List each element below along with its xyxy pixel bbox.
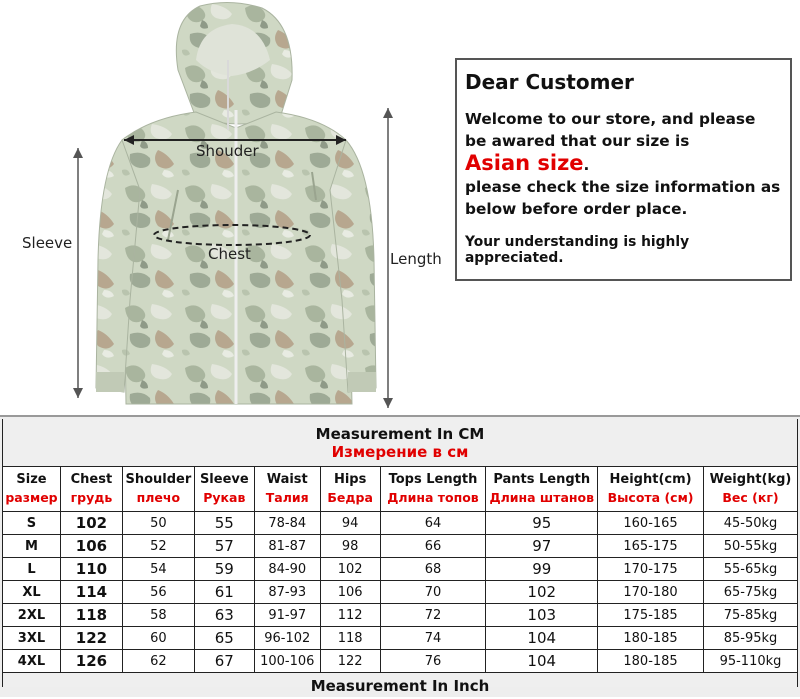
table-cell: 52: [122, 535, 194, 558]
notice-line-4: below before order place.: [465, 200, 688, 218]
header-label-ru: Вес (кг): [722, 490, 779, 505]
table-cell: 59: [194, 558, 254, 581]
sleeve-label: Sleeve: [22, 234, 73, 252]
table-cell: 110: [60, 558, 122, 581]
notice-line-2: be awared that our size is: [465, 132, 690, 150]
table-cell: 57: [194, 535, 254, 558]
table-cell: 126: [60, 650, 122, 673]
header-label-en: Waist: [266, 472, 308, 487]
size-chart-section: [0, 415, 800, 697]
table-cell: 160-165: [598, 512, 704, 535]
table-cell: 180-185: [598, 627, 704, 650]
table-cell: 106: [60, 535, 122, 558]
table-cell: 63: [194, 604, 254, 627]
table-cell: 99: [486, 558, 598, 581]
table-cell: 106: [320, 581, 380, 604]
header-label-ru: размер: [5, 490, 58, 505]
header-cell: [486, 467, 598, 512]
table-cell: 55-65kg: [704, 558, 798, 581]
table-cell: 65: [194, 627, 254, 650]
header-cell: [380, 467, 486, 512]
sleeve-arrow: [73, 148, 83, 398]
notice-title: Dear Customer: [465, 70, 634, 94]
header-label-ru: Высота (см): [607, 490, 694, 505]
table-title-ru: Измерение в см: [331, 442, 469, 461]
header-label-ru: Длина штанов: [489, 490, 595, 505]
header-label-en: Weight(kg): [709, 472, 792, 487]
header-label-en: Shoulder: [125, 472, 192, 487]
table-cell: 54: [122, 558, 194, 581]
header-cell: [3, 467, 61, 512]
chest-label: Chest: [208, 245, 251, 263]
table-cell: 70: [380, 581, 486, 604]
table-cell: 85-95kg: [704, 627, 798, 650]
table-cell: 175-185: [598, 604, 704, 627]
table-cell: 64: [380, 512, 486, 535]
table-cell: 56: [122, 581, 194, 604]
table-row: [3, 627, 798, 650]
table-cell: 66: [380, 535, 486, 558]
header-label-en: Chest: [70, 472, 113, 487]
table-cell: 95-110kg: [704, 650, 798, 673]
table-title-en: Measurement In CM: [315, 424, 485, 443]
table-cell: 58: [122, 604, 194, 627]
table-cell: 45-50kg: [704, 512, 798, 535]
table-cell: 81-87: [254, 535, 320, 558]
notice-asian-size-line: [465, 152, 782, 176]
size-cell: M: [3, 535, 61, 558]
table-row: [3, 581, 798, 604]
table-cell: 75-85kg: [704, 604, 798, 627]
header-label-en: Height(cm): [609, 472, 692, 487]
table-footer-row: [3, 673, 798, 688]
table-cell: 114: [60, 581, 122, 604]
table-cell: 87-93: [254, 581, 320, 604]
header-cell: [194, 467, 254, 512]
header-cell: [122, 467, 194, 512]
table-row: [3, 512, 798, 535]
header-cell: [60, 467, 122, 512]
size-cell: XL: [3, 581, 61, 604]
table-cell: 118: [320, 627, 380, 650]
shoulder-label: Shouder: [196, 142, 259, 160]
header-label-ru: плечо: [136, 490, 181, 505]
table-row: [3, 558, 798, 581]
table-cell: 104: [486, 627, 598, 650]
table-cell: 50-55kg: [704, 535, 798, 558]
notice-line-3: please check the size information as: [465, 178, 781, 196]
table-cell: 60: [122, 627, 194, 650]
customer-notice-box: [455, 58, 792, 281]
table-cell: 112: [320, 604, 380, 627]
table-cell: 97: [486, 535, 598, 558]
table-cell: 118: [60, 604, 122, 627]
header-label-ru: грудь: [70, 490, 113, 505]
table-row: [3, 535, 798, 558]
table-body: [3, 512, 798, 673]
header-label-en: Pants Length: [493, 472, 591, 487]
table-cell: 95: [486, 512, 598, 535]
asian-size-highlight: Asian size: [465, 151, 584, 175]
table-cell: 62: [122, 650, 194, 673]
table-cell: 180-185: [598, 650, 704, 673]
notice-line-1: Welcome to our store, and please: [465, 110, 756, 128]
table-cell: 74: [380, 627, 486, 650]
header-cell: [598, 467, 704, 512]
table-cell: 96-102: [254, 627, 320, 650]
size-cell: 4XL: [3, 650, 61, 673]
table-cell: 61: [194, 581, 254, 604]
table-cell: 122: [320, 650, 380, 673]
table-cell: 84-90: [254, 558, 320, 581]
table-cell: 102: [486, 581, 598, 604]
asian-size-period: .: [583, 156, 590, 174]
table-title-row: [3, 419, 798, 467]
header-label-en: Tops Length: [388, 472, 478, 487]
size-cell: 2XL: [3, 604, 61, 627]
table-row: [3, 650, 798, 673]
table-cell: 98: [320, 535, 380, 558]
table-title-cell: [3, 419, 798, 467]
table-row: [3, 604, 798, 627]
table-cell: 102: [60, 512, 122, 535]
table-cell: 100-106: [254, 650, 320, 673]
table-cell: 78-84: [254, 512, 320, 535]
jacket-size-diagram: [0, 0, 440, 412]
header-cell: [704, 467, 798, 512]
size-chart-table: [2, 419, 798, 695]
table-cell: 67: [194, 650, 254, 673]
table-cell: 104: [486, 650, 598, 673]
header-label-ru: Талия: [265, 490, 309, 505]
notice-closing: Your understanding is highly appreciated.: [465, 234, 690, 266]
header-label-en: Size: [16, 472, 47, 487]
table-cell: 50: [122, 512, 194, 535]
size-cell: S: [3, 512, 61, 535]
table-cell: 103: [486, 604, 598, 627]
table-cell: 55: [194, 512, 254, 535]
table-footer-cell: [3, 673, 798, 695]
table-header-row: [3, 467, 798, 512]
header-label-ru: Бедра: [327, 490, 373, 505]
table-cell: 76: [380, 650, 486, 673]
table-cell: 122: [60, 627, 122, 650]
header-label-ru: Рукав: [203, 490, 246, 505]
header-label-en: Sleeve: [199, 472, 249, 487]
header-cell: [254, 467, 320, 512]
length-label: Length: [390, 250, 442, 268]
table-cell: 68: [380, 558, 486, 581]
table-cell: 72: [380, 604, 486, 627]
size-cell: 3XL: [3, 627, 61, 650]
header-label-ru: Длина топов: [387, 490, 479, 505]
table-cell: 170-180: [598, 581, 704, 604]
table-cell: 165-175: [598, 535, 704, 558]
header-label-en: Hips: [333, 472, 367, 487]
table-cell: 102: [320, 558, 380, 581]
jacket-illustration: [0, 0, 440, 412]
table-footer-title: Measurement In Inch: [310, 677, 490, 695]
size-cell: L: [3, 558, 61, 581]
table-cell: 65-75kg: [704, 581, 798, 604]
header-cell: [320, 467, 380, 512]
table-cell: 170-175: [598, 558, 704, 581]
table-cell: 91-97: [254, 604, 320, 627]
table-cell: 94: [320, 512, 380, 535]
